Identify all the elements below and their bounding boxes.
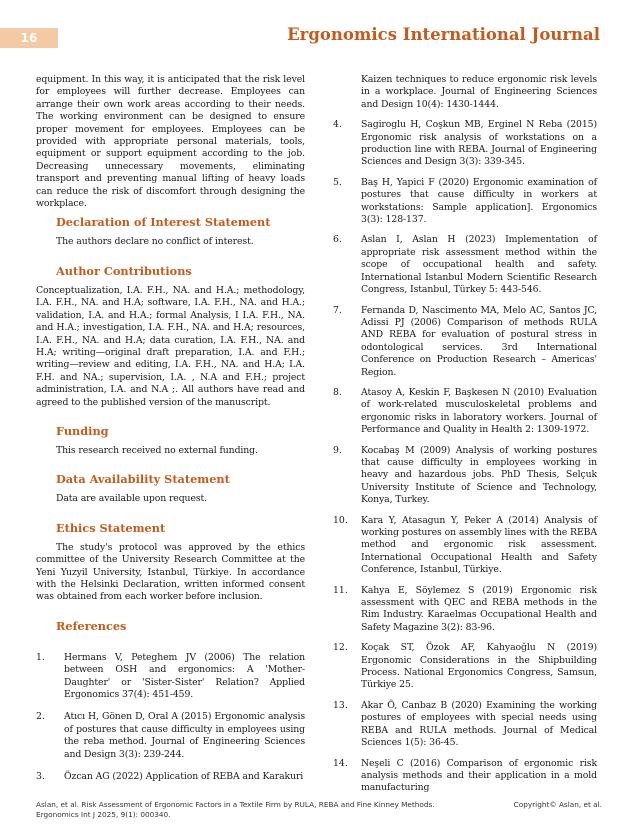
reference-text: Akar Ö, Canbaz B (2020) Examining the working postures of employees with special needs using REBA and RULA methods. Journal of Medical Sciences 1(5): 36-45. bbox=[361, 699, 597, 749]
left-column bbox=[36, 74, 305, 783]
intro-paragraph: equipment. In this way, it is anticipated that the risk level for employees will further decrease. Employees can arrange their own work areas according to their needs. The working environment can be designed to ensure proper movement for employees. Employees can be provided with appropriate personal materials, tools, equipment or support equipment according to the job. Decreasing unnecessary movements, eliminating transport and preventing manual lifting of heavy loads can reduce the risk of discomfort through designing the workplace. bbox=[36, 74, 305, 210]
data-availability-text: Data are available upon request. bbox=[56, 493, 208, 505]
reference-text: Aslan I, Aslan H (2023) Implementation of appropriate risk assessment method within the scope of occupational health and safety. International Istanbul Modern Scientific Research Congress, Istanbul, Türkey 5: 443-546. bbox=[361, 234, 597, 296]
ethics-text: The study's protocol was approved by the ethics committee of the University Research Committee at the Yeni Yuzyil University, Istanbul, Türkiye. In accordance with the Helsinki Declaration, written informed consent was obtained from each worker before inclusion. bbox=[36, 541, 305, 603]
reference-text: Neşeli C (2016) Comparison of ergonomic risk analysis methods and their application in a mold manufacturing bbox=[361, 757, 597, 794]
reference-text: Özcan AG (2022) Application of REBA and Karakuri bbox=[64, 771, 304, 783]
reference-item bbox=[333, 758, 597, 795]
reference-item bbox=[333, 700, 597, 750]
reference-item bbox=[333, 445, 597, 507]
footer-copyright: Copyright© Aslan, et al. bbox=[513, 800, 602, 809]
reference-item bbox=[333, 642, 597, 692]
reference-text: Koçak ST, Özok AF, Kahyaoğlu N (2019) Ergonomic Considerations in the Shipbuilding Process. National Ergonomics Congress, Samsun, Türkiye 25. bbox=[361, 642, 597, 691]
reference-text: Kocabaş M (2009) Analysis of working postures that cause difficulty in employees working in heavy and hazardous jobs. PhD Thesis, Selçuk University Institute of Science and Technology, Konya, Turkey. bbox=[361, 444, 597, 506]
reference-item bbox=[333, 305, 597, 379]
funding-heading: Funding bbox=[56, 423, 109, 438]
reference-item bbox=[36, 711, 305, 761]
reference-number: 11. bbox=[333, 584, 348, 596]
reference-item bbox=[36, 652, 305, 702]
page-number: 16 bbox=[0, 28, 58, 48]
contributions-text: Conceptualization, I.A. F.H., NA. and H.A.; methodology, I.A. F.H., NA. and H.A; software, I.A. F.H., NA. and H.A.; validation, I.A. and H.A.; formal Analysis, I I.A. F.H., NA. and H.A.; investigation, I.A. F.H., NA. and H.A; resources, I.A. F.H., NA. and H.A; data curation, I.A. F.H., NA. and H.A; writing—original draft preparation, I.A. and F.H.; writing—review and editing, I.A. F.H., NA. and H.A; I.A. F.H. and NA.; supervision, I.A. , N.A and F.H.; project administration, I.A. and N.A ;. All authors have read and agreed to the published version of the manuscript. bbox=[36, 284, 305, 408]
reference-item bbox=[333, 234, 597, 296]
reference-number: 14. bbox=[333, 757, 348, 769]
reference-number: 8. bbox=[333, 386, 342, 398]
declaration-text: The authors declare no conflict of interest. bbox=[56, 236, 254, 248]
reference-text: Hermans V, Peteghem JV (2006) The relation between OSH and ergonomics: A 'Mother-Daughter' or 'Sister-Sister' Relation? Applied Ergonomics 37(4): 451-459. bbox=[64, 651, 305, 700]
reference-text: Sagiroglu H, Coşkun MB, Erginel N Reba (2015) Ergonomic risk analysis of workstations on a production line with REBA. Journal of Engineering Sciences and Design 3(3): 339-345. bbox=[361, 119, 597, 168]
right-column bbox=[333, 74, 597, 795]
reference-number: 5. bbox=[333, 176, 342, 188]
reference-item bbox=[333, 74, 597, 111]
reference-item bbox=[36, 771, 305, 783]
contributions-heading: Author Contributions bbox=[56, 263, 192, 278]
reference-item bbox=[333, 119, 597, 169]
data-availability-heading: Data Availability Statement bbox=[56, 472, 230, 487]
reference-number: 12. bbox=[333, 642, 348, 654]
reference-text: Atıcı H, Gönen D, Oral A (2015) Ergonomic analysis of postures that cause difficulty in employees using the reba method. Journal of Engineering Sciences and Design 3(3): 239-244. bbox=[64, 711, 305, 760]
reference-number: 13. bbox=[333, 699, 348, 711]
reference-number: 7. bbox=[333, 304, 342, 316]
reference-number: 3. bbox=[36, 771, 45, 783]
reference-item bbox=[333, 585, 597, 635]
reference-number: 10. bbox=[333, 514, 348, 526]
reference-item bbox=[333, 387, 597, 437]
reference-text: Kaizen techniques to reduce ergonomic risk levels in a workplace. Journal of Engineering Sciences and Design 10(4): 1430-1444. bbox=[361, 74, 597, 110]
reference-number: 2. bbox=[36, 711, 45, 723]
ethics-heading: Ethics Statement bbox=[56, 520, 166, 535]
reference-item bbox=[333, 177, 597, 227]
reference-text: Baş H, Yapici F (2020) Ergonomic examination of postures that cause difficulty in workers at workstations: Sample application]. Ergonomics 3(3): 128-137. bbox=[361, 176, 597, 226]
funding-text: This research received no external funding. bbox=[56, 444, 258, 456]
reference-number: 4. bbox=[333, 119, 342, 131]
reference-item bbox=[333, 515, 597, 577]
page-header bbox=[0, 0, 638, 74]
reference-number: 6. bbox=[333, 234, 342, 246]
declaration-heading: Declaration of Interest Statement bbox=[56, 215, 271, 230]
journal-title: Ergonomics International Journal bbox=[287, 25, 600, 44]
references-heading: References bbox=[56, 618, 127, 633]
reference-text: Kara Y, Atasagun Y, Peker A (2014) Analysis of working postures on assembly lines with the REBA method and ergonomic risk assessment. International Occupational Health and Safety Conference, Istanbul, Türkiye. bbox=[361, 514, 597, 576]
reference-number: 9. bbox=[333, 444, 342, 456]
footer-citation: Aslan, et al. Risk Assessment of Ergonomic Factors in a Textile Firm by RULA, REBA and Fine Kinney Methods. Ergonomics Int J 2025, 9(1): 000340. bbox=[36, 800, 435, 819]
reference-text: Atasoy A, Keskin F, Başkesen N (2010) Evaluation of work-related musculoskeletal problems and ergonomic risks in laboratory workers. Journal of Performance and Quality in Health 2: 1309-1972. bbox=[361, 386, 597, 436]
page-footer bbox=[36, 800, 602, 820]
reference-text: Fernanda D, Nascimento MA, Melo AC, Santos JC, Adissi PJ (2006) Comparison of methods RULA AND REBA for evaluation of postural stress in odontological services. 3rd International Conference on Production Research – Americas' Region. bbox=[361, 304, 597, 378]
reference-number: 1. bbox=[36, 651, 45, 663]
reference-text: Kahya E, Söylemez S (2019) Ergonomic risk assessment with QEC and REBA methods in the Rim Industry. Karaelmas Occupational Health and Safety Magazine 3(2): 83-96. bbox=[361, 584, 597, 633]
